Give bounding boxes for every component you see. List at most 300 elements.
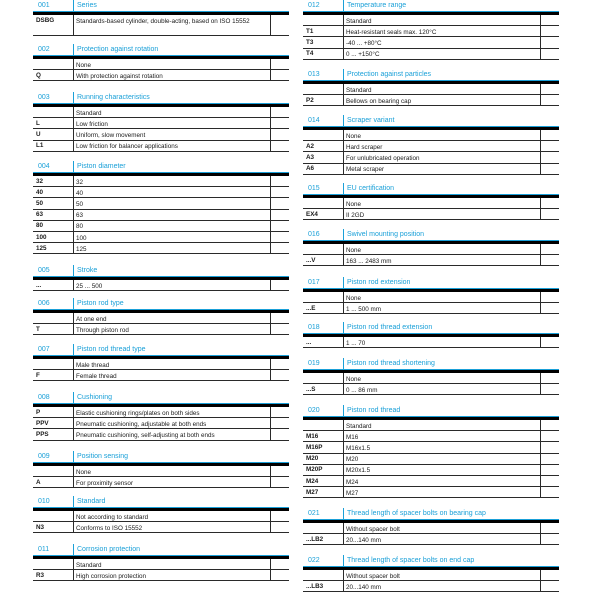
section-number: 012 (308, 1, 320, 9)
option-description: Low friction (76, 120, 108, 128)
selection-cell-divider (270, 243, 271, 253)
selection-cell-divider (540, 373, 541, 383)
header-rule (303, 194, 559, 195)
column-divider (343, 476, 344, 486)
column-divider (73, 359, 74, 369)
option-description: Hard scraper (346, 143, 383, 151)
option-description: 0 ... +150°C (346, 51, 380, 59)
column-divider (73, 59, 74, 69)
selection-cell-divider (270, 15, 271, 35)
section-008 (33, 392, 289, 441)
table-row (303, 581, 559, 592)
selection-cell-divider (540, 454, 541, 464)
selection-cell-divider (270, 280, 271, 290)
table-row (33, 466, 289, 477)
option-code: T3 (306, 38, 314, 46)
section-020 (303, 405, 559, 498)
selection-cell-divider (540, 152, 541, 162)
option-description: Pneumatic cushioning, self-adjusting at both ends (76, 431, 215, 439)
table-row (33, 418, 289, 429)
selection-cell-divider (270, 210, 271, 220)
section-title: Piston rod type (77, 299, 124, 307)
option-code: 50 (36, 199, 44, 207)
option-code: T (36, 325, 40, 333)
table-row (303, 431, 559, 442)
option-description: Male thread (76, 361, 110, 369)
option-description: 1 ... 500 mm (346, 305, 381, 313)
option-code: T4 (306, 50, 314, 58)
section-header (303, 405, 559, 417)
option-code: PPV (36, 419, 49, 427)
option-code: U (36, 130, 41, 138)
option-code: N3 (36, 523, 45, 531)
section-title: Piston rod extension (347, 278, 411, 286)
header-rule (303, 80, 559, 81)
option-description: None (346, 200, 362, 208)
option-description: II 2GD (346, 211, 365, 219)
section-number: 016 (308, 230, 320, 238)
header-rule (33, 55, 289, 56)
header-rule (303, 126, 559, 127)
section-title: EU certification (347, 184, 395, 192)
table-row (303, 523, 559, 534)
option-code: 63 (36, 211, 44, 219)
option-description: M20 (346, 456, 359, 464)
selection-cell-divider (540, 476, 541, 486)
option-description: Conforms to ISO 15552 (76, 524, 143, 532)
table-row (303, 465, 559, 476)
option-description: Standards-based cylinder, double-acting, based on ISO 15552 (76, 17, 250, 25)
table-row (303, 570, 559, 581)
column-divider (73, 559, 74, 569)
selection-cell-divider (540, 255, 541, 265)
option-description: Standard (76, 561, 102, 569)
table-row (303, 303, 559, 314)
selection-cell-divider (540, 303, 541, 313)
section-number: 006 (38, 299, 50, 307)
section-title: Standard (77, 497, 106, 505)
column-divider (73, 187, 74, 197)
option-code: P (36, 408, 41, 416)
header-rule (33, 462, 289, 463)
table-row (33, 324, 289, 335)
table-row (33, 15, 289, 36)
table-row (303, 37, 559, 48)
option-description: None (346, 132, 362, 140)
table-row (33, 118, 289, 129)
section-018 (303, 322, 559, 348)
table-row (303, 534, 559, 545)
option-code: A2 (306, 142, 315, 150)
option-code: 80 (36, 222, 44, 230)
table-row (303, 487, 559, 498)
section-title: Thread length of spacer bolts on bearing cap (347, 509, 486, 517)
column-divider (343, 581, 344, 591)
option-description: 0 ... 86 mm (346, 386, 378, 394)
section-title: Position sensing (77, 452, 128, 460)
section-011 (33, 544, 289, 581)
selection-cell-divider (270, 466, 271, 476)
column-divider (343, 49, 344, 59)
section-header (33, 451, 289, 463)
option-description: Female thread (76, 372, 117, 380)
option-code: 125 (36, 244, 47, 252)
column-divider (343, 26, 344, 36)
option-description: None (346, 246, 362, 254)
section-015 (303, 183, 559, 220)
option-code: PPS (36, 430, 49, 438)
option-description: 80 (76, 223, 84, 231)
column-divider (73, 418, 74, 428)
option-code: A6 (306, 165, 315, 173)
selection-cell-divider (540, 442, 541, 452)
section-header (303, 322, 559, 334)
table-row (303, 26, 559, 37)
option-code: ... (36, 281, 42, 289)
option-description: With protection against rotation (76, 72, 163, 80)
section-number: 018 (308, 323, 320, 331)
option-description: Standard (346, 17, 372, 25)
section-header (303, 183, 559, 195)
column-divider (73, 198, 74, 208)
option-description: For unlubricated operation (346, 154, 420, 162)
header-rule (33, 555, 289, 556)
section-number: 002 (38, 45, 50, 53)
option-code: ...LB2 (306, 535, 324, 543)
column-divider (73, 570, 74, 580)
option-description: Without spacer bolt (346, 525, 400, 533)
section-number: 015 (308, 184, 320, 192)
column-divider (73, 313, 74, 323)
option-code: M16 (306, 432, 319, 440)
selection-cell-divider (270, 418, 271, 428)
table-row (33, 187, 289, 198)
section-number: 005 (38, 266, 50, 274)
selection-cell-divider (270, 129, 271, 139)
section-header (33, 344, 289, 356)
column-divider (73, 407, 74, 417)
table-row (303, 384, 559, 395)
column-divider (73, 522, 74, 532)
option-description: Low friction for balancer applications (76, 143, 178, 151)
table-row (303, 255, 559, 266)
section-number: 017 (308, 278, 320, 286)
option-description: Uniform, slow movement (76, 131, 146, 139)
header-rule (303, 333, 559, 334)
table-row (33, 407, 289, 418)
section-number: 019 (308, 359, 320, 367)
option-code: M24 (306, 477, 319, 485)
option-description: M20x1.5 (346, 467, 371, 475)
option-description: 50 (76, 200, 84, 208)
section-number: 014 (308, 116, 320, 124)
section-number: 004 (38, 162, 50, 170)
table-row (303, 244, 559, 255)
section-number: 013 (308, 70, 320, 78)
option-description: Elastic cushioning rings/plates on both sides (76, 409, 200, 417)
selection-cell-divider (270, 559, 271, 569)
section-title: Piston rod thread type (77, 345, 146, 353)
selection-cell-divider (540, 198, 541, 208)
section-title: Series (77, 1, 97, 9)
option-description: Heat-resistant seals max. 120°C (346, 28, 437, 36)
section-header (33, 44, 289, 56)
option-description: Standard (346, 422, 372, 430)
header-rule (303, 369, 559, 370)
section-header (33, 392, 289, 404)
header-rule (33, 103, 289, 104)
section-title: Piston rod thread (347, 406, 401, 414)
table-row (303, 164, 559, 175)
option-code: 100 (36, 233, 47, 241)
column-divider (73, 243, 74, 253)
column-divider (73, 107, 74, 117)
section-013 (303, 69, 559, 106)
option-code: P2 (306, 96, 314, 104)
table-row (33, 107, 289, 118)
table-row (33, 243, 289, 254)
column-divider (73, 280, 74, 290)
table-row (303, 152, 559, 163)
column-divider (343, 384, 344, 394)
selection-cell-divider (270, 118, 271, 128)
option-description: Metal scraper (346, 166, 385, 174)
section-title: Swivel mounting position (347, 230, 425, 238)
option-code: ... (306, 338, 312, 346)
table-row (303, 198, 559, 209)
option-description: 1 ... 70 (346, 339, 366, 347)
column-divider (343, 15, 344, 25)
section-number: 011 (38, 545, 50, 553)
column-divider (73, 70, 74, 80)
table-row (303, 373, 559, 384)
column-divider (73, 176, 74, 186)
option-description: M27 (346, 489, 359, 497)
table-row (303, 84, 559, 95)
selection-cell-divider (540, 26, 541, 36)
table-row (33, 313, 289, 324)
section-header (303, 555, 559, 567)
option-code: ...S (306, 385, 316, 393)
header-rule (33, 309, 289, 310)
option-code: L (36, 119, 40, 127)
option-description: 32 (76, 178, 84, 186)
column-divider (73, 477, 74, 487)
selection-cell-divider (540, 95, 541, 105)
selection-cell-divider (540, 49, 541, 59)
table-row (33, 221, 289, 232)
option-description: 40 (76, 189, 84, 197)
option-description: None (346, 375, 362, 383)
table-row (33, 359, 289, 370)
option-code: 32 (36, 177, 44, 185)
column-divider (343, 420, 344, 430)
table-row (33, 141, 289, 152)
section-number: 021 (308, 509, 320, 517)
section-title: Piston rod thread extension (347, 323, 433, 331)
option-description: Pneumatic cushioning, adjustable at both ends (76, 420, 207, 428)
table-row (33, 511, 289, 522)
table-row (303, 95, 559, 106)
table-row (303, 292, 559, 303)
table-row (303, 130, 559, 141)
selection-cell-divider (540, 130, 541, 140)
selection-cell-divider (270, 477, 271, 487)
section-header (33, 92, 289, 104)
section-header (33, 161, 289, 173)
section-number: 009 (38, 452, 50, 460)
column-divider (343, 465, 344, 475)
column-divider (343, 209, 344, 219)
option-description: Standard (76, 109, 102, 117)
option-description: 63 (76, 212, 84, 220)
table-row (33, 232, 289, 243)
section-002 (33, 44, 289, 81)
selection-cell-divider (270, 70, 271, 80)
column-divider (73, 210, 74, 220)
section-005 (33, 265, 289, 291)
column-divider (343, 244, 344, 254)
column-divider (73, 429, 74, 439)
header-rule (33, 403, 289, 404)
option-code: ...V (306, 256, 316, 264)
column-divider (343, 534, 344, 544)
selection-cell-divider (540, 337, 541, 347)
selection-cell-divider (540, 141, 541, 151)
option-description: Bellows on bearing cap (346, 97, 412, 105)
header-rule (33, 11, 289, 12)
column-divider (73, 232, 74, 242)
section-021 (303, 508, 559, 545)
column-divider (343, 255, 344, 265)
header-rule (303, 288, 559, 289)
option-code: L1 (36, 142, 44, 150)
option-description: 25 ... 500 (76, 282, 103, 290)
section-header (33, 265, 289, 277)
section-header (33, 544, 289, 556)
section-003 (33, 92, 289, 152)
selection-cell-divider (540, 164, 541, 174)
table-row (33, 280, 289, 291)
selection-cell-divider (540, 37, 541, 47)
table-row (303, 420, 559, 431)
selection-cell-divider (270, 522, 271, 532)
section-010 (33, 496, 289, 533)
section-title: Corrosion protection (77, 545, 141, 553)
section-title: Running characteristics (77, 93, 150, 101)
section-number: 003 (38, 93, 50, 101)
option-description: 100 (76, 234, 87, 242)
column-divider (343, 431, 344, 441)
table-row (33, 429, 289, 440)
option-description: None (76, 61, 92, 69)
option-code: M20P (306, 466, 323, 474)
selection-cell-divider (540, 15, 541, 25)
section-header (303, 0, 559, 12)
section-header (33, 298, 289, 310)
header-rule (33, 276, 289, 277)
selection-cell-divider (270, 187, 271, 197)
section-016 (303, 229, 559, 266)
option-description: None (76, 468, 92, 476)
selection-cell-divider (540, 420, 541, 430)
selection-cell-divider (270, 313, 271, 323)
column-divider (343, 95, 344, 105)
column-divider (343, 141, 344, 151)
selection-cell-divider (540, 209, 541, 219)
column-divider (343, 337, 344, 347)
table-row (33, 370, 289, 381)
table-row (303, 141, 559, 152)
section-number: 020 (308, 406, 320, 414)
option-code: F (36, 371, 40, 379)
option-description: M16 (346, 433, 359, 441)
column-divider (343, 570, 344, 580)
selection-cell-divider (270, 198, 271, 208)
table-row (33, 198, 289, 209)
option-description: -40 ... +80°C (346, 39, 382, 47)
selection-cell-divider (270, 511, 271, 521)
selection-cell-divider (270, 570, 271, 580)
option-code: DSBG (36, 16, 55, 24)
option-description: Not according to standard (76, 513, 149, 521)
section-title: Piston rod thread shortening (347, 359, 435, 367)
selection-cell-divider (270, 407, 271, 417)
column-divider (343, 152, 344, 162)
option-description: M16x1.5 (346, 444, 371, 452)
selection-cell-divider (540, 534, 541, 544)
section-title: Stroke (77, 266, 98, 274)
column-divider (73, 141, 74, 151)
selection-cell-divider (540, 581, 541, 591)
section-022 (303, 555, 559, 592)
section-header (33, 0, 289, 12)
table-row (33, 559, 289, 570)
selection-cell-divider (540, 384, 541, 394)
table-row (33, 522, 289, 533)
selection-cell-divider (270, 221, 271, 231)
table-row (33, 70, 289, 81)
table-row (33, 570, 289, 581)
option-code: R3 (36, 571, 45, 579)
option-description: 20...140 mm (346, 536, 381, 544)
column-divider (73, 511, 74, 521)
column-divider (343, 303, 344, 313)
table-row (303, 49, 559, 60)
table-row (303, 337, 559, 348)
column-divider (73, 370, 74, 380)
option-code: ...E (306, 304, 316, 312)
column-divider (73, 129, 74, 139)
table-row (303, 209, 559, 220)
section-number: 010 (38, 497, 50, 505)
selection-cell-divider (270, 107, 271, 117)
column-divider (73, 118, 74, 128)
section-007 (33, 344, 289, 381)
selection-cell-divider (270, 324, 271, 334)
table-row (33, 477, 289, 488)
option-code: EX4 (306, 210, 318, 218)
selection-cell-divider (270, 429, 271, 439)
option-code: M27 (306, 488, 319, 496)
option-description: At one end (76, 315, 107, 323)
column-divider (343, 373, 344, 383)
section-017 (303, 277, 559, 314)
selection-cell-divider (540, 465, 541, 475)
column-divider (343, 164, 344, 174)
option-code: T1 (306, 27, 314, 35)
section-title: Thread length of spacer bolts on end cap (347, 556, 475, 564)
